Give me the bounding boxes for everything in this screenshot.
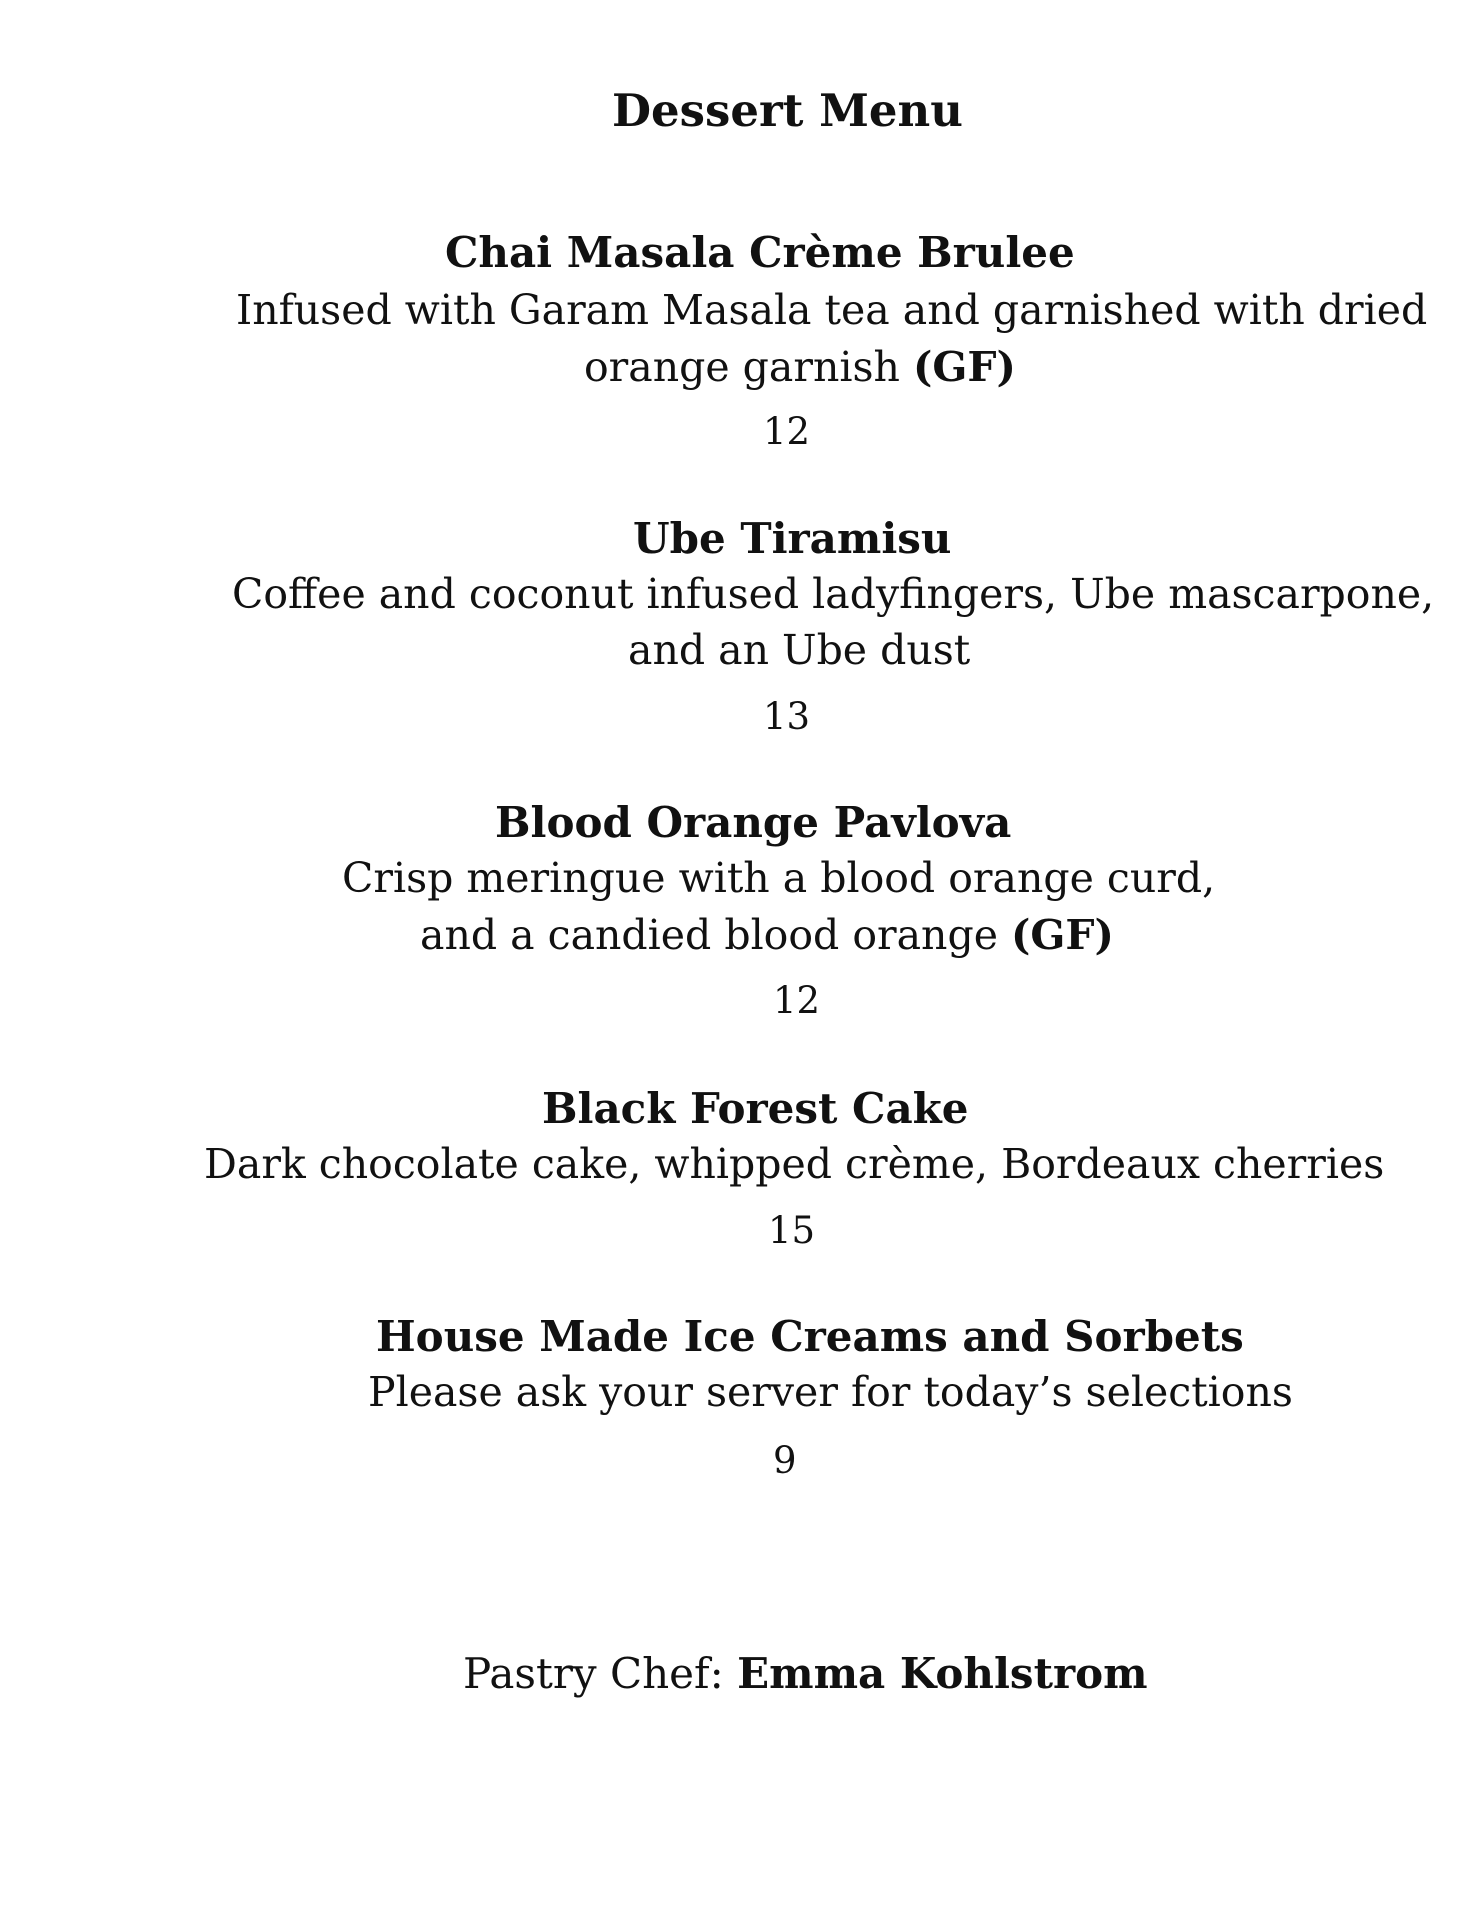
gluten-free-tag: (GF) — [1011, 911, 1114, 959]
item-description-line — [584, 343, 1016, 391]
item-price: 13 — [763, 695, 811, 738]
item-name-black-forest-cake: Black Forest Cake — [542, 1084, 969, 1133]
item-description-line — [420, 911, 1114, 959]
item-description-line: Coffee and coconut infused ladyfingers, Ube mascarpone, — [232, 570, 1435, 618]
item-description-line: Crisp meringue with a blood orange curd, — [342, 854, 1216, 902]
item-price: 12 — [773, 979, 821, 1022]
item-name-ube-tiramisu: Ube Tiramisu — [633, 514, 952, 563]
item-price: 9 — [773, 1439, 797, 1482]
item-name-blood-orange-pavlova: Blood Orange Pavlova — [495, 798, 1012, 847]
item-name-chai-masala-creme-brulee: Chai Masala Crème Brulee — [445, 228, 1075, 277]
item-description-line: Please ask your server for today’s selections — [368, 1368, 1293, 1416]
item-price: 15 — [768, 1209, 816, 1252]
item-description-line: and an Ube dust — [628, 626, 971, 674]
item-price: 12 — [763, 410, 811, 453]
item-description-line: Infused with Garam Masala tea and garnished with dried — [236, 286, 1428, 334]
item-description-line: Dark chocolate cake, whipped crème, Bordeaux cherries — [204, 1140, 1385, 1188]
item-description-text: orange garnish — [584, 343, 900, 391]
gluten-free-tag: (GF) — [912, 343, 1016, 391]
item-description-text: and a candied blood orange — [420, 911, 998, 959]
item-name-house-made-ice-creams-and-sorbets: House Made Ice Creams and Sorbets — [376, 1312, 1244, 1361]
pastry-chef-label: Pastry Chef: — [463, 1649, 724, 1698]
pastry-chef-name: Emma Kohlstrom — [737, 1649, 1148, 1698]
menu-title: Dessert Menu — [612, 84, 963, 137]
pastry-chef-credit — [463, 1649, 1148, 1698]
